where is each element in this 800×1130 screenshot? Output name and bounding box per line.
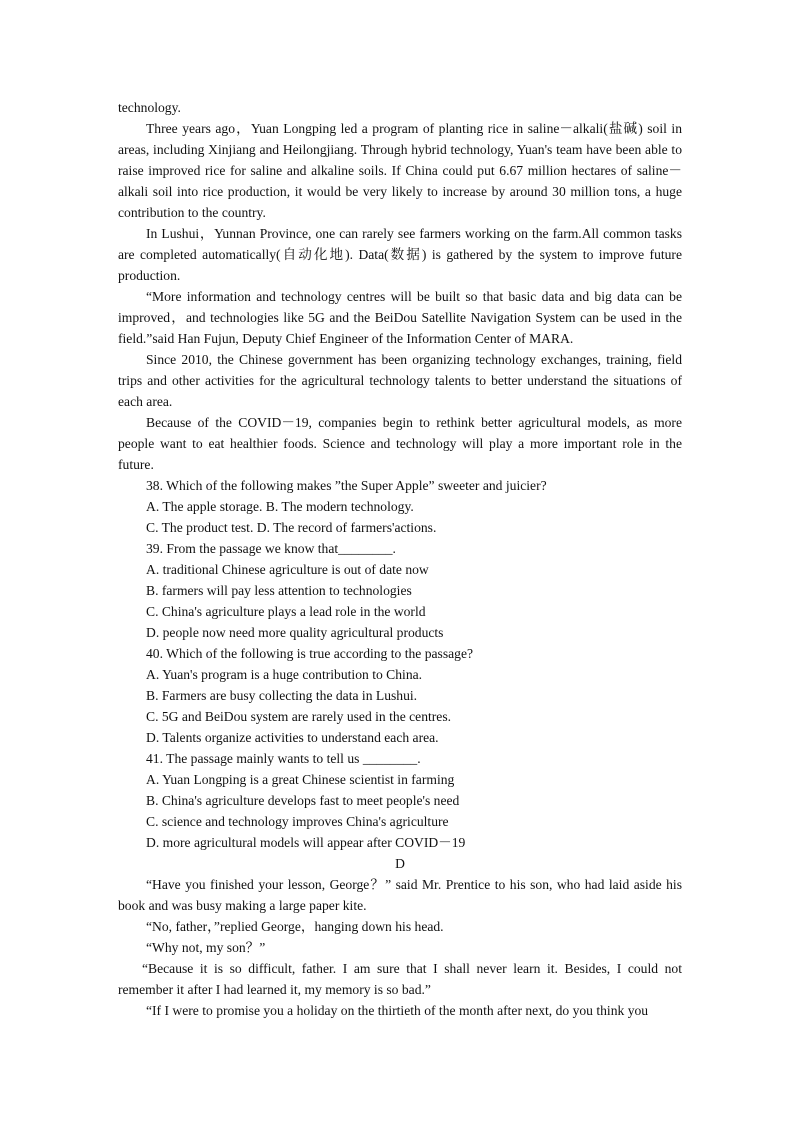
question-41 — [118, 748, 682, 853]
question-option: A. Yuan Longping is a great Chinese scientist in farming — [146, 772, 455, 787]
question-option: A. Yuan's program is a huge contribution to China. — [146, 667, 423, 682]
passage-d-paragraph-2: “No, father，”replied George，hanging down his head. — [146, 919, 444, 934]
question-40 — [118, 643, 682, 748]
passage-c-paragraph-1: Three years ago，Yuan Longping led a program of planting rice in saline－alkali(盐碱) soil in areas, including Xinjiang and Heilongjiang. Through hybrid technology, Yuan's team have been able to raise improved rice for saline and alkaline soils. If China could put 6.67 million hectares of saline－alkali soil into rice production, it would be very likely to increase by around 30 million tons, a huge contribution to the country. — [118, 121, 682, 220]
passage-d-paragraph-4: “Because it is so difficult, father. I am sure that I shall never learn it. Besides, I could not remember it after I had learned it, my memory is so bad.” — [118, 961, 682, 997]
passage-d-paragraph-3: “Why not, my son？” — [146, 940, 266, 955]
question-option: C. 5G and BeiDou system are rarely used in the centres. — [146, 709, 452, 724]
question-39 — [118, 538, 682, 643]
question-option: D. people now need more quality agricultural products — [146, 625, 444, 640]
question-option: A. traditional Chinese agriculture is out of date now — [146, 562, 429, 577]
question-option: D. Talents organize activities to understand each area. — [146, 730, 439, 745]
passage-d-paragraph-1: “Have you finished your lesson, George？” said Mr. Prentice to his son, who had laid aside his book and was busy making a large paper kite. — [118, 877, 682, 913]
question-stem: 41. The passage mainly wants to tell us ________. — [146, 751, 421, 766]
document-page — [118, 97, 682, 1021]
question-option: B. Farmers are busy collecting the data in Lushui. — [146, 688, 418, 703]
passage-c-paragraph-2: In Lushui，Yunnan Province, one can rarely see farmers working on the farm.All common tasks are completed automatically(自动化地). Data(数据) is gathered by the system to improve future production. — [118, 226, 682, 283]
question-option: D. more agricultural models will appear after COVID－19 — [146, 835, 466, 850]
question-option: A. The apple storage. B. The modern technology. — [146, 499, 414, 514]
question-stem: 40. Which of the following is true according to the passage? — [146, 646, 474, 661]
passage-c-paragraph-3: “More information and technology centres will be built so that basic data and big data can be improved，and technologies like 5G and the BeiDou Satellite Navigation System can be used in the field.”said Han Fujun, Deputy Chief Engineer of the Information Center of MARA. — [118, 289, 682, 346]
passage-c-paragraph-5: Because of the COVID－19, companies begin to rethink better agricultural models, as more people want to eat healthier foods. Science and technology will play a more important role in the future. — [118, 415, 682, 472]
passage-c-paragraph-4: Since 2010, the Chinese government has been organizing technology exchanges, training, field trips and other activities for the agricultural technology talents to better understand the situations of each area. — [118, 352, 682, 409]
section-heading-d: D — [395, 856, 405, 871]
question-38 — [118, 475, 682, 538]
question-option: B. China's agriculture develops fast to meet people's need — [146, 793, 460, 808]
passage-c-tail: technology. — [118, 100, 181, 115]
question-stem: 38. Which of the following makes ”the Super Apple” sweeter and juicier? — [146, 478, 547, 493]
question-option: C. China's agriculture plays a lead role in the world — [146, 604, 426, 619]
question-stem: 39. From the passage we know that________. — [146, 541, 396, 556]
question-option: C. science and technology improves China's agriculture — [146, 814, 449, 829]
passage-d-paragraph-5: “If I were to promise you a holiday on the thirtieth of the month after next, do you think you — [146, 1003, 649, 1018]
question-option: C. The product test. D. The record of farmers'actions. — [146, 520, 437, 535]
question-option: B. farmers will pay less attention to technologies — [146, 583, 412, 598]
